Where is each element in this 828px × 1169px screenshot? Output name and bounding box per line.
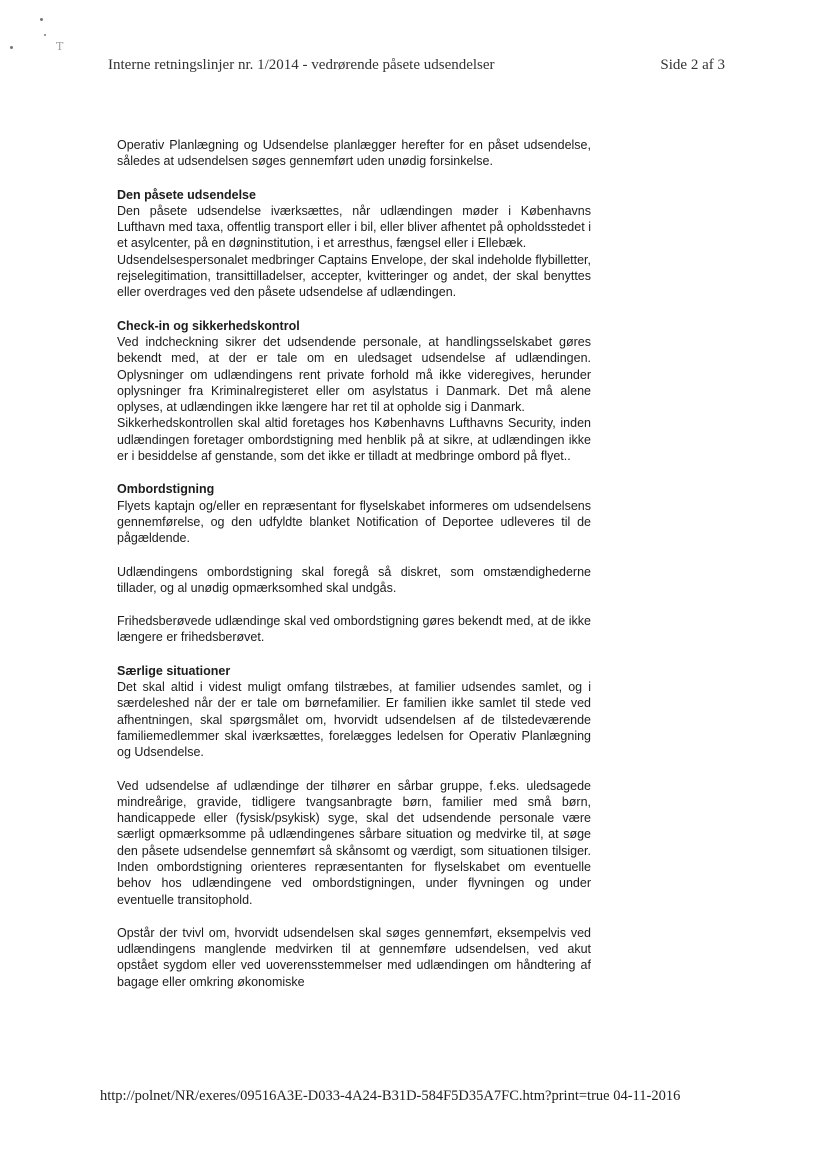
paragraph: Frihedsberøvede udlændinge skal ved ombordstigning gøres bekendt med, at de ikke længere er frihedsberøvet. bbox=[117, 614, 591, 645]
paragraph: Ved indcheckning sikrer det udsendende personale, at handlingsselskabet gøres bekendt med, at der er tale om en uledsaget udsendelse af udlændingen. Oplysninger om udlændingens rent private forhold må ikke videregives, herunder oplysninger fra Kriminalregisteret eller om asylstatus i Danmark. Det må alene oplyses, at udlændingen ikke længere har ret til at opholde sig i Danmark. bbox=[117, 334, 591, 415]
paragraph: Udsendelsespersonalet medbringer Captains Envelope, der skal indeholde flybilletter, rejselegitimation, transittilladelser, accepter, kvitteringer og andet, der skal benyttes eller overdrages ved den påsete udsendelse af udlændingen. bbox=[117, 252, 591, 300]
section-heading-ombordstigning: Ombordstigning bbox=[117, 482, 215, 497]
document-body bbox=[117, 137, 591, 1007]
page-indicator: Side 2 af 3 bbox=[660, 57, 725, 73]
section-heading-checkin: Check-in og sikkerhedskontrol bbox=[117, 318, 300, 333]
paragraph: Det skal altid i videst muligt omfang tilstræbes, at familier udsendes samlet, og i særdeleshed når der er tale om børnefamilier. Er familien ikke samlet til stede ved afhentningen, skal spørgsmålet om, hvorvidt udsendelsen af de tilstedeværende familiemedlemmer skal iværksættes, forelægges ledelsen for Operativ Planlægning og Udsendelse. bbox=[117, 680, 591, 760]
paragraph: Ved udsendelse af udlændinge der tilhører en sårbar gruppe, f.eks. uledsagede mindreårige, gravide, tidligere tvangsanbragte børn, familier med små børn, handicappede eller (fysisk/psykisk) syge, skal det udsendende personale være særligt opmærksomme på udlændingenes sårbare situation og medvirke til, at søge den påsete udsendelse gennemført så skånsomt og værdigt, som situationen tilsiger. Inden ombordstigning orienteres repræsentanten for flyselskabet om eventuelle behov hos udlændingene ved ombordstigningen, under flyvningen og under eventuelle transitophold. bbox=[117, 778, 591, 907]
scan-speck bbox=[10, 46, 13, 49]
print-footer-url: http://polnet/NR/exeres/09516A3E-D033-4A24-B31D-584F5D35A7FC.htm?print=true 04-11-2016 bbox=[100, 1088, 681, 1104]
intro-paragraph: Operativ Planlægning og Udsendelse planlægger herefter for en påset udsendelse, således at udsendelsen søges gennemført uden unødig forsinkelse. bbox=[117, 138, 591, 169]
paragraph: Flyets kaptajn og/eller en repræsentant for flyselskabet informeres om udsendelsens gennemførelse, og den udfyldte blanket Notification of Deportee udleveres til de pågældende. bbox=[117, 498, 591, 546]
paragraph: Sikkerhedskontrollen skal altid foretages hos Københavns Lufthavns Security, inden udlændingen foretager ombordstigning med henblik på at sikre, at udlændingen ikke er i besiddelse af genstande, som det ikke er tilladt at medbringe ombord på flyet.. bbox=[117, 416, 591, 464]
paragraph: Den påsete udsendelse iværksættes, når udlændingen møder i Københavns Lufthavn med taxa, offentlig transport eller i bil, eller bliver afhentet på opholdsstedet i et asylcenter, på en døgninstitution, i et arresthus, fængsel eller i Ellebæk. bbox=[117, 203, 591, 251]
section-heading-saerlige: Særlige situationer bbox=[117, 663, 231, 678]
paragraph: Udlændingens ombordstigning skal foregå så diskret, som omstændighederne tillader, og al unødig opmærksomhed skal undgås. bbox=[117, 564, 591, 595]
paragraph: Opstår der tvivl om, hvorvidt udsendelsen skal søges gennemført, eksempelvis ved udlændingens manglende medvirken til at gennemføre udsendelsen, ved akut opstået sygdom eller ved uoverensstemmelser med udlændingen om håndtering af bagage eller omkring økonomiske bbox=[117, 925, 591, 989]
scan-speck bbox=[40, 18, 43, 21]
corner-mark: T bbox=[56, 40, 64, 53]
section-heading-pasete: Den påsete udsendelse bbox=[117, 187, 256, 202]
scan-speck bbox=[44, 34, 46, 36]
page-header-title: Interne retningslinjer nr. 1/2014 - vedrørende påsete udsendelser bbox=[108, 57, 495, 73]
